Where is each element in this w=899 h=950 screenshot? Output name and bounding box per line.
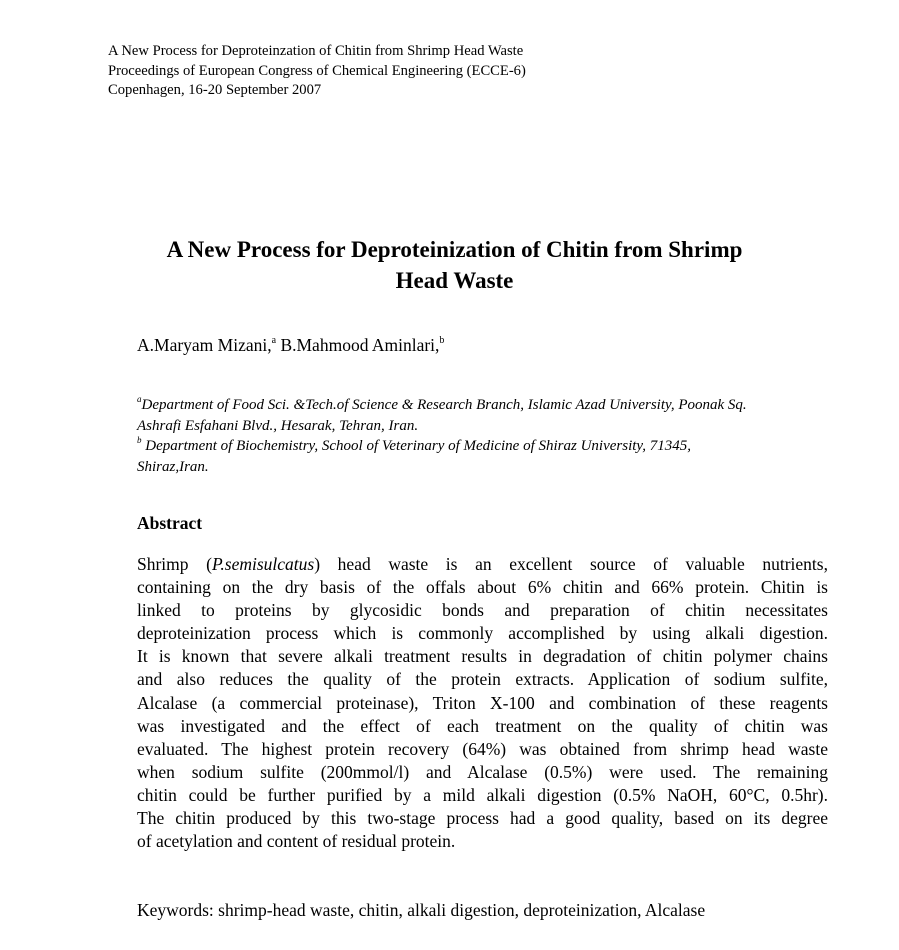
affiliation-b-line-2: Shiraz,Iran. <box>137 458 209 475</box>
author-1-affiliation-mark: a <box>271 335 277 346</box>
author-list <box>137 334 444 356</box>
abstract-line: when sodium sulfite (200mmol/l) and Alcalase (0.5%) were used. The remaining <box>137 761 828 782</box>
affiliation-a-text: Department of Food Sci. &Tech.of Science & Research Branch, Islamic Azad University, Poonak Sq. <box>141 397 747 413</box>
abstract-line: The chitin produced by this two-stage process had a good quality, based on its degree <box>137 808 828 829</box>
abstract-line: deproteinization process which is commonly accomplished by using alkali digestion. <box>137 623 828 644</box>
abstract-line: chitin could be further purified by a mild alkali digestion (0.5% NaOH, 60°C, 0.5hr). <box>137 784 828 805</box>
abstract-line <box>137 553 828 576</box>
abstract-line: and also reduces the quality of the protein extracts. Application of sodium sulfite, <box>137 669 828 690</box>
affiliation-b-text: Department of Biochemistry, School of Veterinary of Medicine of Shiraz University, 71345, <box>141 438 691 454</box>
author-2-affiliation-mark: b <box>439 335 445 346</box>
abstract-line-1-post: ) head waste is an excellent source of valuable nutrients, <box>314 554 828 574</box>
affiliation-a-mark: a <box>137 394 142 404</box>
running-header-title: A New Process for Deproteinzation of Chitin from Shrimp Head Waste <box>108 43 524 59</box>
abstract-line: was investigated and the effect of each treatment on the quality of chitin was <box>137 715 828 736</box>
affiliation-b-line-1 <box>137 436 837 457</box>
affiliation-a-line-2: Ashrafi Esfahani Blvd., Hesarak, Tehran, Iran. <box>137 417 419 434</box>
abstract-line: linked to proteins by glycosidic bonds and preparation of chitin necessitates <box>137 600 828 621</box>
species-name: P.semisulcatus <box>211 554 315 574</box>
abstract-line: containing on the dry basis of the offals about 6% chitin and 66% protein. Chitin is <box>137 577 828 598</box>
abstract-line: Alcalase (a commercial proteinase), Triton X-100 and combination of these reagents <box>137 692 828 713</box>
affiliation-b-mark: b <box>137 435 142 445</box>
keywords: Keywords: shrimp-head waste, chitin, alkali digestion, deproteinization, Alcalase <box>137 900 706 920</box>
affiliations <box>137 395 837 477</box>
paper-title <box>40 234 869 296</box>
abstract-line: It is known that severe alkali treatment results in degradation of chitin polymer chains <box>137 646 828 667</box>
author-2-name: B.Mahmood Aminlari, <box>276 335 440 355</box>
abstract-heading: Abstract <box>137 513 203 533</box>
running-header-proceedings: Proceedings of European Congress of Chemical Engineering (ECCE-6) <box>108 62 526 79</box>
author-1-name: A.Maryam Mizani, <box>137 335 272 355</box>
abstract-line: of acetylation and content of residual protein. <box>137 831 456 852</box>
running-header <box>108 42 526 101</box>
paper-title-line-2: Head Waste <box>395 268 514 293</box>
abstract-line-1-pre: Shrimp ( <box>137 554 212 574</box>
abstract-body <box>137 553 828 853</box>
running-header-location-date: Copenhagen, 16-20 September 2007 <box>108 82 322 98</box>
abstract-line: evaluated. The highest protein recovery (64%) was obtained from shrimp head waste <box>137 738 828 759</box>
affiliation-a-line-1 <box>137 395 837 416</box>
paper-title-line-1: A New Process for Deproteinization of Chitin from Shrimp <box>166 237 743 262</box>
